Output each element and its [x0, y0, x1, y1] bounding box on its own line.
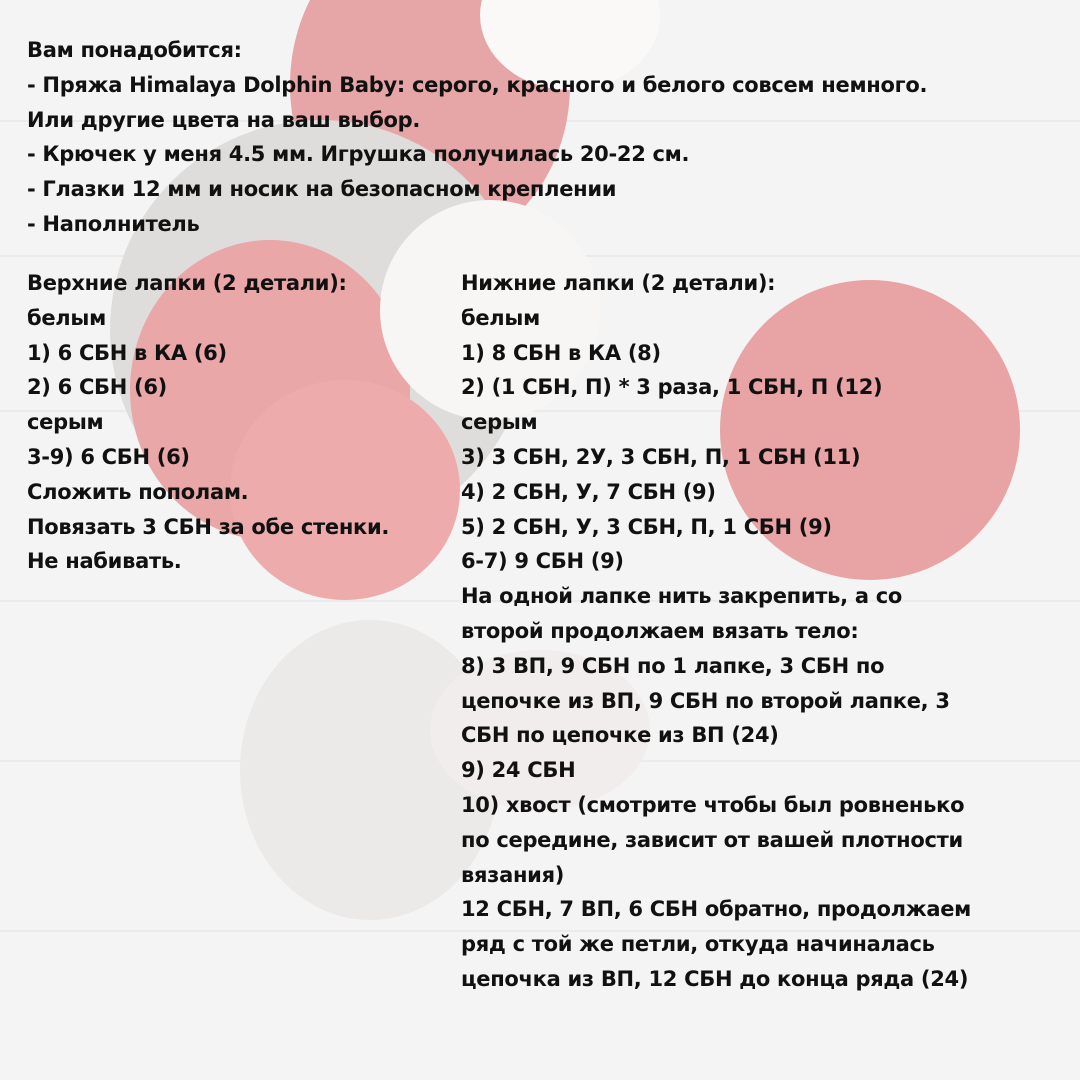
section-heading: Нижние лапки (2 детали):	[461, 271, 776, 295]
text-line: серым	[461, 410, 538, 435]
text-line: ряд с той же петли, откуда начиналась	[461, 932, 935, 957]
text-line: Не набивать.	[27, 549, 182, 574]
text-line: Сложить пополам.	[27, 479, 249, 504]
text-line: 1) 8 СБН в КА (8)	[461, 340, 661, 365]
text-line: Повязать 3 СБН за обе стенки.	[27, 514, 390, 539]
text-line: 10) хвост (смотрите чтобы был ровненько	[461, 792, 965, 817]
text-line: - Наполнитель	[27, 211, 200, 236]
text-line: 1) 6 СБН в КА (6)	[27, 340, 227, 365]
text-line: 4) 2 СБН, У, 7 СБН (9)	[461, 479, 716, 504]
text-line: белым	[461, 305, 540, 330]
text-line: Или другие цвета на ваш выбор.	[27, 107, 421, 132]
text-line: серым	[27, 410, 104, 435]
text-line: 2) (1 СБН, П) * 3 раза, 1 СБН, П (12)	[461, 375, 883, 400]
text-line: СБН по цепочке из ВП (24)	[461, 723, 779, 748]
text-line: - Глазки 12 мм и носик на безопасном креплении	[27, 177, 617, 202]
text-line: 3) 3 СБН, 2У, 3 СБН, П, 1 СБН (11)	[461, 444, 861, 469]
section-heading: Верхние лапки (2 детали):	[27, 271, 347, 295]
text-line: 3-9) 6 СБН (6)	[27, 444, 190, 469]
text-line: 12 СБН, 7 ВП, 6 СБН обратно, продолжаем	[461, 897, 972, 922]
materials-list	[27, 33, 927, 242]
text-line: цепочка из ВП, 12 СБН до конца ряда (24)	[461, 966, 969, 991]
text-line: Вам понадобится:	[27, 38, 242, 62]
text-line: 2) 6 СБН (6)	[27, 375, 167, 400]
text-line: цепочке из ВП, 9 СБН по второй лапке, 3	[461, 688, 950, 713]
text-line: 6-7) 9 СБН (9)	[461, 549, 624, 574]
text-line: На одной лапке нить закрепить, а со	[461, 584, 902, 609]
upper-paws-section	[27, 266, 389, 579]
text-line: белым	[27, 305, 106, 330]
text-line: вязания)	[461, 862, 565, 887]
lower-paws-section	[461, 266, 971, 997]
text-line: 9) 24 СБН	[461, 758, 576, 783]
text-line: - Крючек у меня 4.5 мм. Игрушка получилась 20-22 см.	[27, 142, 690, 167]
text-line: 5) 2 СБН, У, 3 СБН, П, 1 СБН (9)	[461, 514, 832, 539]
text-line: 8) 3 ВП, 9 СБН по 1 лапке, 3 СБН по	[461, 653, 885, 678]
text-line: - Пряжа Himalaya Dolphin Baby: серого, красного и белого совсем немного.	[27, 72, 928, 97]
text-line: второй продолжаем вязать тело:	[461, 618, 859, 643]
text-line: по середине, зависит от вашей плотности	[461, 827, 963, 852]
